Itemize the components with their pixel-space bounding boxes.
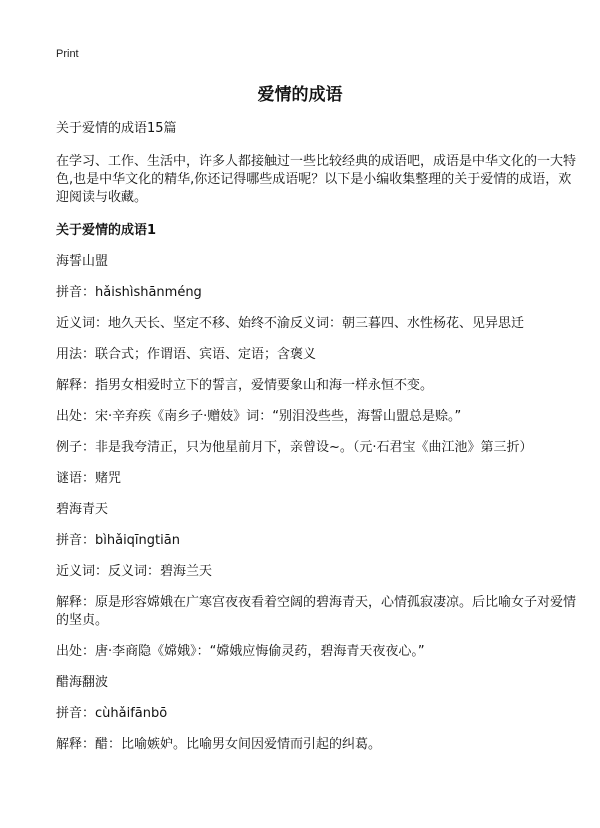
explanation-line: 解释：醋：比喻嫉妒。比喻男女间因爱情而引起的纠葛。: [56, 737, 382, 752]
article-body: [56, 120, 576, 766]
print-link[interactable]: Print: [56, 48, 79, 60]
page-title: 爱情的成语: [257, 85, 343, 105]
intro-paragraph: 在学习、工作、生活中，许多人都接触过一些比较经典的成语吧，成语是中华文化的一大特色,也是中华文化的精华,你还记得哪些成语呢？以下是小编收集整理的关于爱情的成语，欢迎阅读与收藏。: [56, 154, 577, 205]
idiom-title: 碧海青天: [56, 502, 109, 517]
explanation-line: 解释：指男女相爱时立下的誓言，爱情要象山和海一样永恒不变。: [56, 378, 434, 393]
pinyin-line: 拼音：cùhǎifānbō: [56, 706, 168, 721]
usage-line: 用法：联合式；作谓语、宾语、定语；含褒义: [56, 347, 317, 362]
source-line: 出处：宋·辛弃疾《南乡子·赠妓》词：“别泪没些些，海誓山盟总是赊。”: [56, 409, 462, 424]
example-line: 例子：非是我夸清正，只为他星前月下，亲曾设~。（元·石君宝《曲江池》第三折）: [56, 440, 533, 455]
source-line: 出处：唐·李商隐《嫦娥》：“嫦娥应悔偷灵药，碧海青天夜夜心。”: [56, 644, 425, 659]
article-subtitle: 关于爱情的成语15篇: [56, 121, 177, 136]
section-heading: 关于爱情的成语1: [56, 223, 157, 238]
pinyin-line: 拼音：bìhǎiqīngtiān: [56, 533, 180, 548]
idiom-title: 醋海翻波: [56, 675, 109, 690]
synonym-line: 近义词：反义词：碧海兰天: [56, 564, 213, 579]
explanation-line: 解释：原是形容嫦娥在广寒宫夜夜看着空阔的碧海青天，心情孤寂凄凉。后比喻女子对爱情的坚贞。: [56, 595, 577, 628]
synonym-line: 近义词：地久天长、坚定不移、始终不渝反义词：朝三暮四、水性杨花、见异思迁: [56, 316, 525, 331]
idiom-title: 海誓山盟: [56, 254, 109, 269]
riddle-line: 谜语：赌咒: [56, 471, 122, 486]
pinyin-line: 拼音：hǎishìshānméng: [56, 285, 202, 300]
